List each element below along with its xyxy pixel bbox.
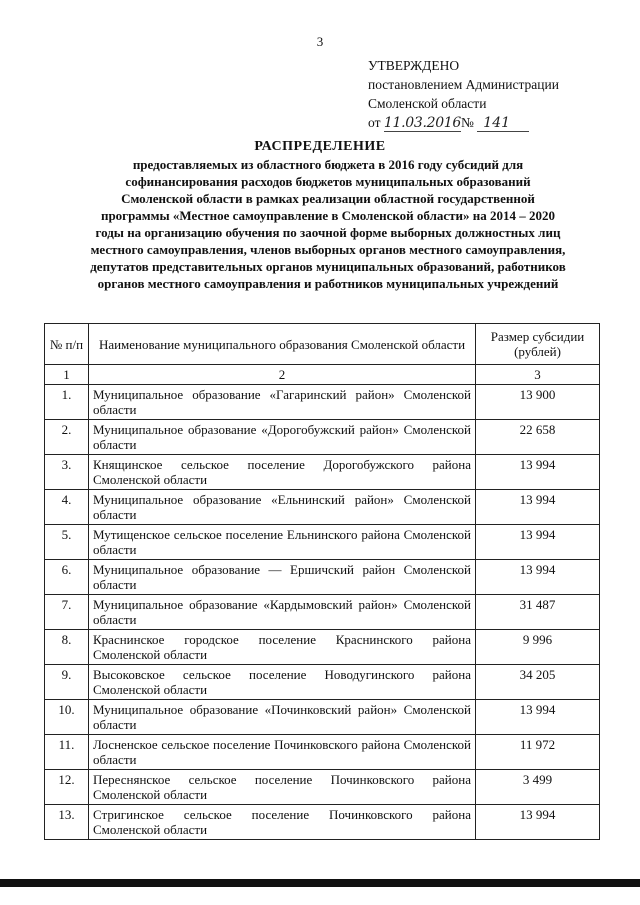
row-municipality: Краснинское городское поселение Краснинского района Смоленской области <box>89 630 476 665</box>
row-municipality: Муниципальное образование «Починковский район» Смоленской области <box>89 700 476 735</box>
row-subsidy: 13 994 <box>476 700 600 735</box>
column-index: 3 <box>476 365 600 385</box>
row-municipality: Муниципальное образование «Дорогобужский район» Смоленской области <box>89 420 476 455</box>
document-subtitle: предоставляемых из областного бюджета в 2016 году субсидий для софинансирования расходов бюджетов муниципальных образований Смоленской области в рамках реализации областной государственной программы «Местное самоуправление в Смоленской области» на 2014 – 2020 годы на организацию обучения по заочной форме выборных должностных лиц местного самоуправления, членов выборных органов местного самоуправления, депутатов представительных органов муниципальных образований, работников органов местного самоуправления и работников муниципальных учреждений <box>90 157 566 291</box>
table-row <box>45 735 600 770</box>
date-prefix: от <box>368 115 381 130</box>
row-municipality: Переснянское сельское поселение Починковского района Смоленской области <box>89 770 476 805</box>
row-municipality: Муниципальное образование «Кардымовский район» Смоленской области <box>89 595 476 630</box>
row-subsidy: 11 972 <box>476 735 600 770</box>
row-number: 6. <box>45 560 89 595</box>
number-sign: № <box>461 115 474 130</box>
row-subsidy: 31 487 <box>476 595 600 630</box>
row-number: 11. <box>45 735 89 770</box>
header-subsidy: Размер субсидии (рублей) <box>476 324 600 365</box>
header-name: Наименование муниципального образования Смоленской области <box>89 324 476 365</box>
table-row <box>45 805 600 840</box>
approval-stamp <box>368 56 628 132</box>
row-subsidy: 13 994 <box>476 455 600 490</box>
scan-edge-bar <box>0 879 640 887</box>
page-number: 3 <box>316 34 324 49</box>
table-row <box>45 595 600 630</box>
table-row <box>45 700 600 735</box>
handwritten-date: 11.03.2016 <box>383 115 462 131</box>
row-number: 7. <box>45 595 89 630</box>
column-index: 1 <box>45 365 89 385</box>
row-municipality: Высоковское сельское поселение Новодугинского района Смоленской области <box>89 665 476 700</box>
row-subsidy: 3 499 <box>476 770 600 805</box>
row-number: 10. <box>45 700 89 735</box>
row-number: 5. <box>45 525 89 560</box>
handwritten-number: 141 <box>477 115 529 132</box>
row-municipality: Муниципальное образование «Гагаринский район» Смоленской области <box>89 385 476 420</box>
table-row <box>45 525 600 560</box>
row-number: 12. <box>45 770 89 805</box>
approval-region: Смоленской области <box>368 96 487 111</box>
row-number: 3. <box>45 455 89 490</box>
table-row <box>45 455 600 490</box>
column-index-row <box>45 365 600 385</box>
row-municipality: Стригинское сельское поселение Починковского района Смоленской области <box>89 805 476 840</box>
row-subsidy: 13 994 <box>476 805 600 840</box>
approval-heading: УТВЕРЖДЕНО <box>368 58 460 73</box>
subsidy-table <box>44 323 600 840</box>
row-subsidy: 13 994 <box>476 560 600 595</box>
row-subsidy: 13 900 <box>476 385 600 420</box>
table-row <box>45 630 600 665</box>
table-row <box>45 490 600 525</box>
row-subsidy: 22 658 <box>476 420 600 455</box>
row-subsidy: 9 996 <box>476 630 600 665</box>
document-title: РАСПРЕДЕЛЕНИЕ <box>254 139 386 154</box>
approval-issuer: постановлением Администрации <box>368 77 559 92</box>
table-row <box>45 560 600 595</box>
row-number: 2. <box>45 420 89 455</box>
row-municipality: Лосненское сельское поселение Починковского района Смоленской области <box>89 735 476 770</box>
column-index: 2 <box>89 365 476 385</box>
row-number: 1. <box>45 385 89 420</box>
table-row <box>45 385 600 420</box>
row-municipality: Муниципальное образование — Ершичский район Смоленской области <box>89 560 476 595</box>
row-municipality: Муниципальное образование «Ельнинский район» Смоленской области <box>89 490 476 525</box>
row-municipality: Княщинское сельское поселение Дорогобужского района Смоленской области <box>89 455 476 490</box>
table-row <box>45 770 600 805</box>
row-number: 8. <box>45 630 89 665</box>
row-subsidy: 34 205 <box>476 665 600 700</box>
row-number: 13. <box>45 805 89 840</box>
header-number: № п/п <box>45 324 89 365</box>
row-number: 9. <box>45 665 89 700</box>
table-row <box>45 420 600 455</box>
row-subsidy: 13 994 <box>476 525 600 560</box>
approval-date-line <box>368 113 628 132</box>
table-row <box>45 665 600 700</box>
row-subsidy: 13 994 <box>476 490 600 525</box>
row-municipality: Мутищенское сельское поселение Ельнинского района Смоленской области <box>89 525 476 560</box>
row-number: 4. <box>45 490 89 525</box>
table-header-row <box>45 324 600 365</box>
